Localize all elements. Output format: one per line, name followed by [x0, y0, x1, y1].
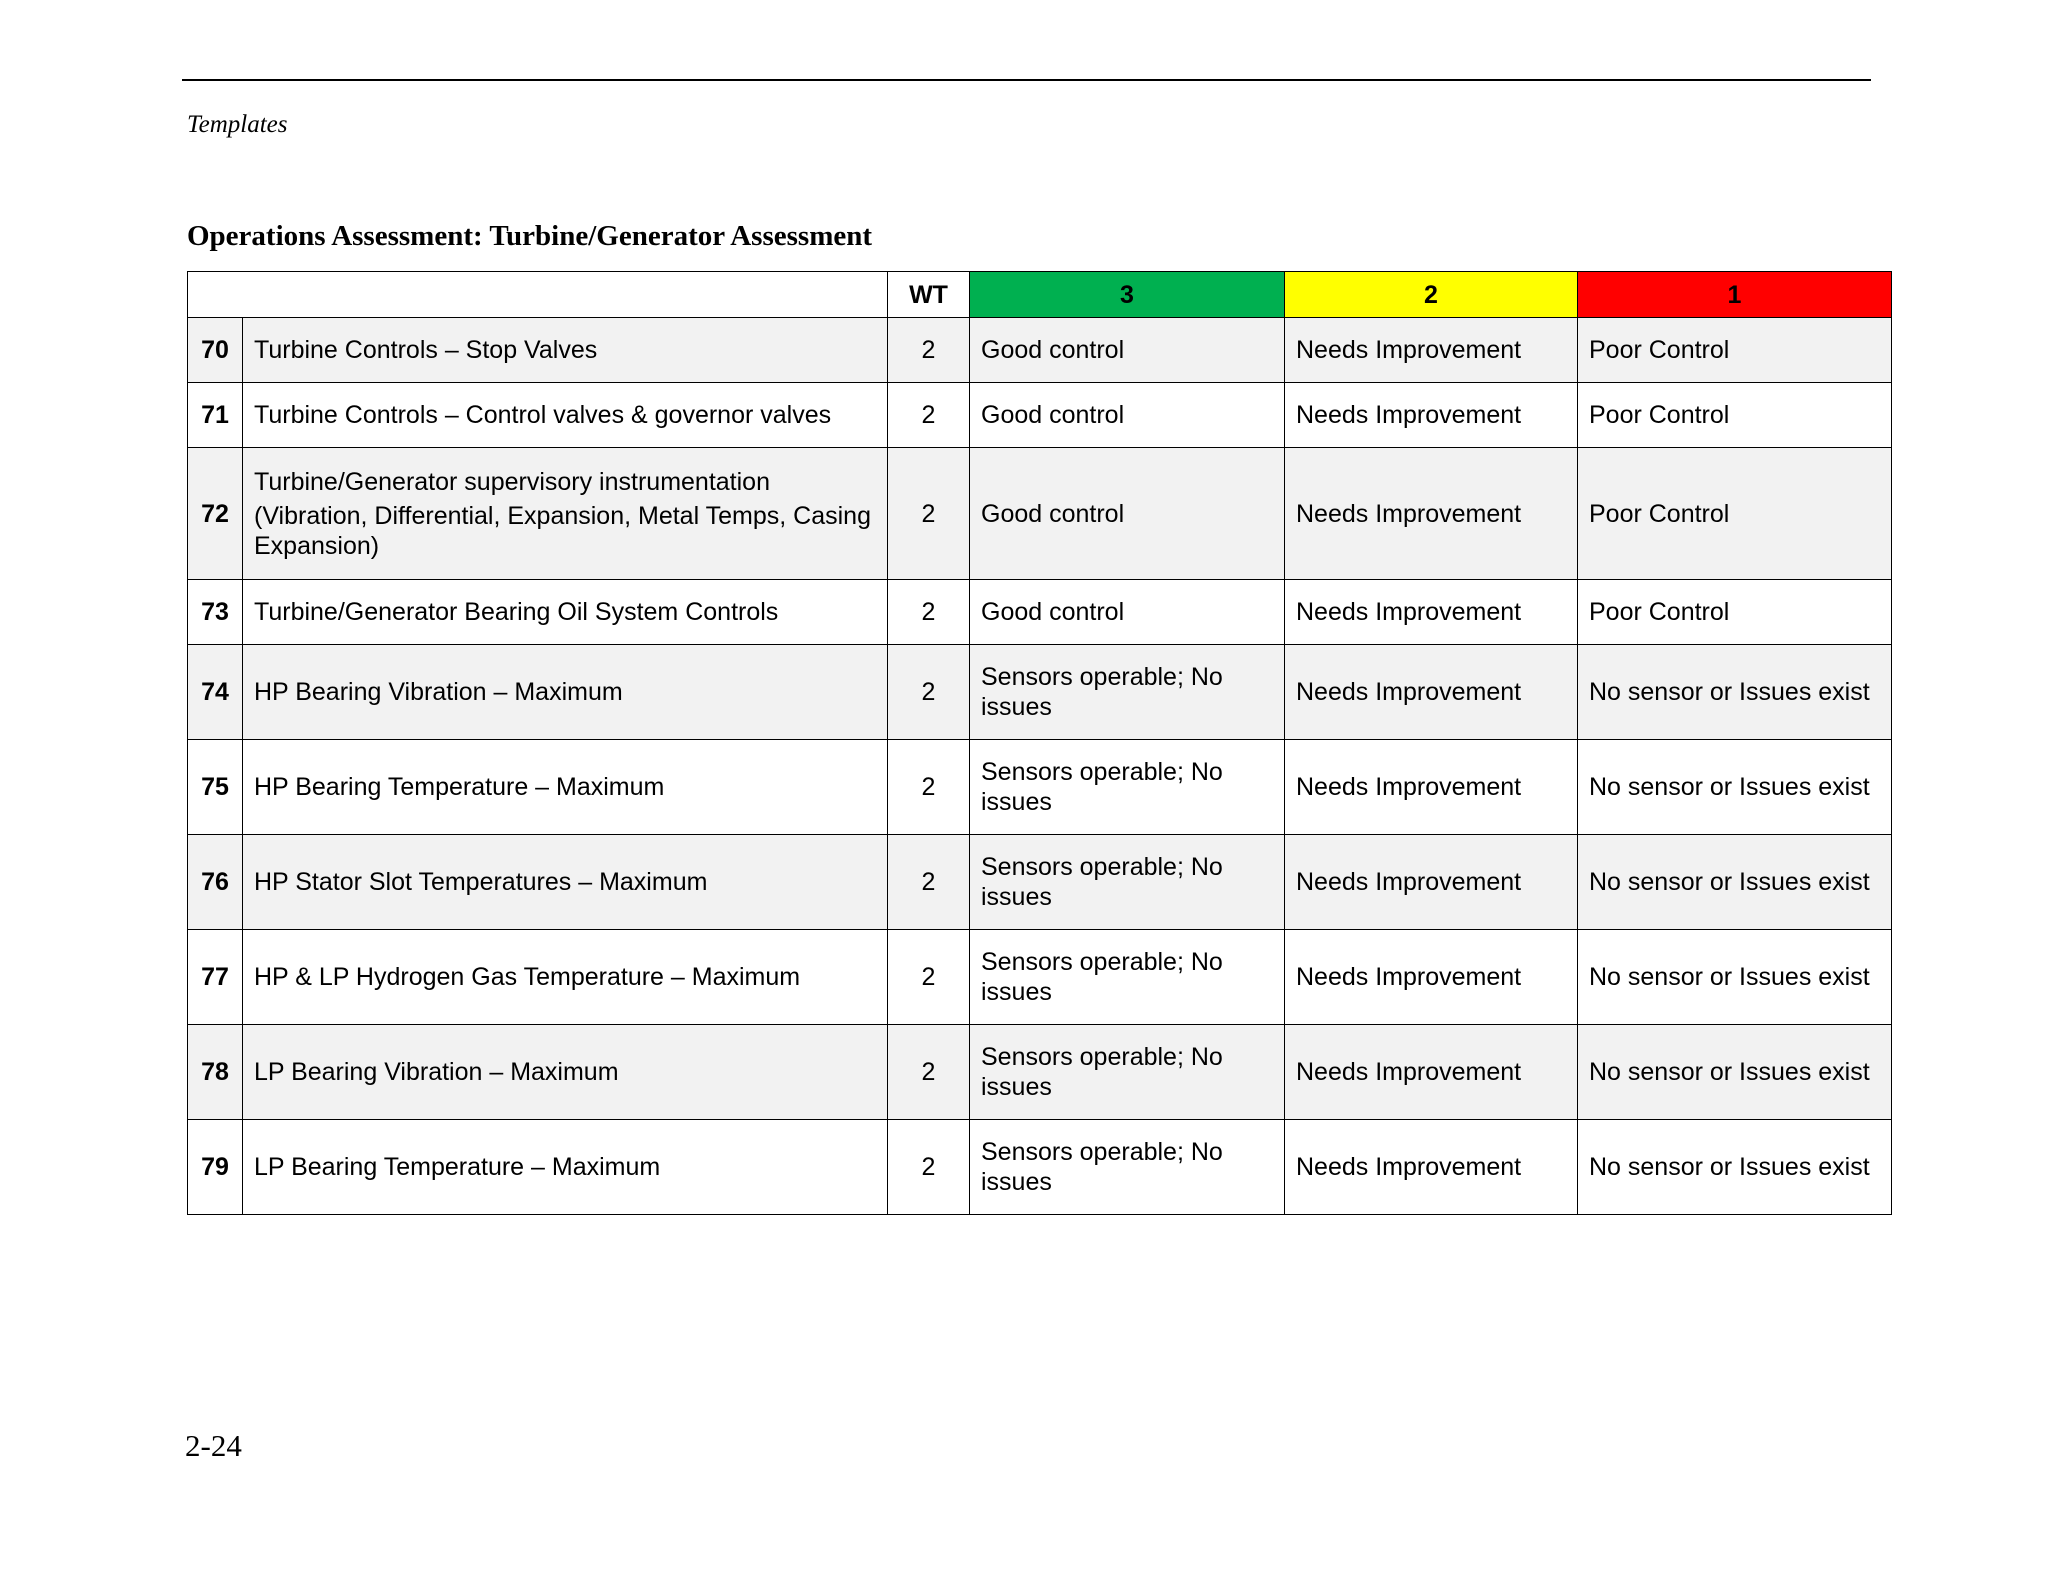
table-row: [188, 448, 1892, 580]
assessment-item: [243, 448, 888, 580]
level-2-criteria: Needs Improvement: [1285, 383, 1578, 448]
weight-value: 2: [888, 835, 970, 930]
table-row: [188, 1120, 1892, 1215]
assessment-item: Turbine/Generator Bearing Oil System Controls: [243, 580, 888, 645]
level-2-criteria: Needs Improvement: [1285, 930, 1578, 1025]
row-number: 76: [188, 835, 243, 930]
level-2-criteria: Needs Improvement: [1285, 1025, 1578, 1120]
table-row: [188, 580, 1892, 645]
table-header-row: [188, 272, 1892, 318]
row-number: 70: [188, 318, 243, 383]
row-number: 78: [188, 1025, 243, 1120]
header-level-2: 2: [1285, 272, 1578, 318]
header-rule: [182, 79, 1871, 81]
row-number: 77: [188, 930, 243, 1025]
level-1-criteria: Poor Control: [1578, 318, 1892, 383]
level-2-criteria: Needs Improvement: [1285, 318, 1578, 383]
assessment-item: HP Stator Slot Temperatures – Maximum: [243, 835, 888, 930]
page-number: 2-24: [185, 1428, 242, 1463]
row-number: 75: [188, 740, 243, 835]
weight-value: 2: [888, 448, 970, 580]
row-number: 71: [188, 383, 243, 448]
weight-value: 2: [888, 1025, 970, 1120]
assessment-item-detail: (Vibration, Differential, Expansion, Metal Temps, Casing Expansion): [254, 501, 871, 560]
table-row: [188, 835, 1892, 930]
level-1-criteria: No sensor or Issues exist: [1578, 1120, 1892, 1215]
row-number: 79: [188, 1120, 243, 1215]
assessment-item: LP Bearing Temperature – Maximum: [243, 1120, 888, 1215]
weight-value: 2: [888, 740, 970, 835]
level-3-criteria: Sensors operable; No issues: [970, 930, 1285, 1025]
level-3-criteria: Good control: [970, 580, 1285, 645]
assessment-item-title: Turbine/Generator supervisory instrumentation: [254, 467, 770, 496]
assessment-item: HP & LP Hydrogen Gas Temperature – Maximum: [243, 930, 888, 1025]
weight-value: 2: [888, 930, 970, 1025]
level-3-criteria: Sensors operable; No issues: [970, 645, 1285, 740]
weight-value: 2: [888, 1120, 970, 1215]
table-row: [188, 930, 1892, 1025]
row-number: 72: [188, 448, 243, 580]
level-1-criteria: No sensor or Issues exist: [1578, 740, 1892, 835]
weight-value: 2: [888, 318, 970, 383]
level-1-criteria: No sensor or Issues exist: [1578, 645, 1892, 740]
level-1-criteria: Poor Control: [1578, 383, 1892, 448]
level-2-criteria: Needs Improvement: [1285, 740, 1578, 835]
level-3-criteria: Good control: [970, 318, 1285, 383]
table-row: [188, 645, 1892, 740]
assessment-item: Turbine Controls – Stop Valves: [243, 318, 888, 383]
table-row: [188, 740, 1892, 835]
weight-value: 2: [888, 383, 970, 448]
level-2-criteria: Needs Improvement: [1285, 1120, 1578, 1215]
level-2-criteria: Needs Improvement: [1285, 580, 1578, 645]
level-3-criteria: Sensors operable; No issues: [970, 1120, 1285, 1215]
level-2-criteria: Needs Improvement: [1285, 835, 1578, 930]
row-number: 74: [188, 645, 243, 740]
level-1-criteria: No sensor or Issues exist: [1578, 1025, 1892, 1120]
level-1-criteria: No sensor or Issues exist: [1578, 835, 1892, 930]
level-1-criteria: Poor Control: [1578, 580, 1892, 645]
level-3-criteria: Sensors operable; No issues: [970, 1025, 1285, 1120]
table-row: [188, 383, 1892, 448]
assessment-table: [187, 271, 1892, 1215]
assessment-item: LP Bearing Vibration – Maximum: [243, 1025, 888, 1120]
level-3-criteria: Sensors operable; No issues: [970, 740, 1285, 835]
assessment-item: HP Bearing Vibration – Maximum: [243, 645, 888, 740]
page-title: Operations Assessment: Turbine/Generator Assessment: [187, 220, 873, 252]
header-level-1: 1: [1578, 272, 1892, 318]
level-3-criteria: Good control: [970, 448, 1285, 580]
level-2-criteria: Needs Improvement: [1285, 448, 1578, 580]
level-1-criteria: No sensor or Issues exist: [1578, 930, 1892, 1025]
assessment-item: HP Bearing Temperature – Maximum: [243, 740, 888, 835]
header-blank-cell: [188, 272, 888, 318]
row-number: 73: [188, 580, 243, 645]
table-row: [188, 318, 1892, 383]
header-level-3: 3: [970, 272, 1285, 318]
weight-value: 2: [888, 645, 970, 740]
level-3-criteria: Good control: [970, 383, 1285, 448]
level-2-criteria: Needs Improvement: [1285, 645, 1578, 740]
level-3-criteria: Sensors operable; No issues: [970, 835, 1285, 930]
assessment-item: Turbine Controls – Control valves & governor valves: [243, 383, 888, 448]
header-weight: WT: [888, 272, 970, 318]
running-header: Templates: [187, 111, 288, 138]
level-1-criteria: Poor Control: [1578, 448, 1892, 580]
weight-value: 2: [888, 580, 970, 645]
table-row: [188, 1025, 1892, 1120]
